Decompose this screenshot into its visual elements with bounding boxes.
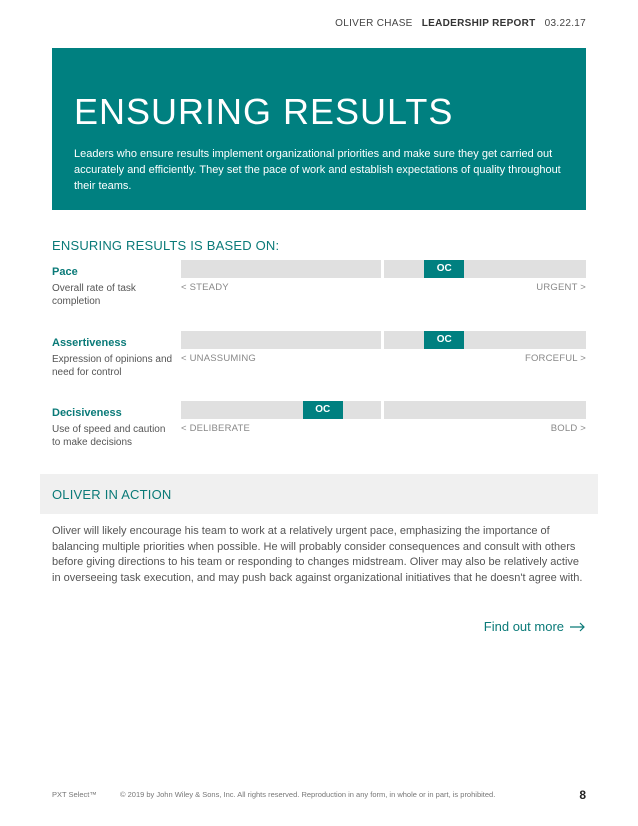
arrow-right-icon bbox=[570, 620, 586, 635]
trait-scale-bar bbox=[181, 260, 586, 278]
scale-segment-low bbox=[181, 260, 381, 278]
in-action-panel bbox=[40, 474, 598, 514]
scale-low-label: < UNASSUMING bbox=[181, 353, 256, 364]
scale-segment-low bbox=[181, 401, 381, 419]
trait-description: Use of speed and caution to make decisions bbox=[52, 424, 166, 448]
trait-marker: OC bbox=[303, 401, 343, 419]
trait-scale-bar bbox=[181, 401, 586, 419]
scale-low-label: < DELIBERATE bbox=[181, 423, 251, 434]
scale-segment-low bbox=[181, 331, 381, 349]
report-date: 03.22.17 bbox=[544, 18, 586, 29]
scale-segment-high bbox=[384, 260, 586, 278]
find-out-more-link[interactable] bbox=[484, 619, 586, 635]
report-title: LEADERSHIP REPORT bbox=[421, 18, 536, 29]
scale-segment-high bbox=[384, 331, 586, 349]
trait-name: Decisiveness bbox=[52, 407, 122, 419]
trait-description: Overall rate of task completion bbox=[52, 283, 136, 307]
report-header bbox=[335, 18, 586, 29]
scale-high-label: BOLD > bbox=[550, 423, 586, 434]
trait-assertiveness bbox=[52, 334, 586, 397]
scale-low-label: < STEADY bbox=[181, 282, 229, 293]
person-name: OLIVER CHASE bbox=[335, 18, 413, 29]
page-number: 8 bbox=[579, 788, 586, 802]
trait-decisiveness bbox=[52, 404, 586, 467]
trait-name: Pace bbox=[52, 266, 78, 278]
page-footer bbox=[52, 788, 586, 802]
based-on-heading: ENSURING RESULTS IS BASED ON: bbox=[52, 238, 280, 253]
hero-banner bbox=[52, 48, 586, 210]
footer-copyright: © 2019 by John Wiley & Sons, Inc. All rights reserved. Reproduction in any form, in whole or in part, is prohibited. bbox=[120, 790, 496, 799]
scale-high-label: URGENT > bbox=[536, 282, 586, 293]
scale-segment-high bbox=[384, 401, 586, 419]
trait-marker: OC bbox=[424, 331, 464, 349]
in-action-text: Oliver will likely encourage his team to work at a relatively urgent pace, emphasizing the importance of balancing multiple priorities when possible. He will probably consider consequences and consult with others before giving directions to his team or responding to changes midstream. Oliver may also be relatively active in overseeing task execution, and may push back against organizational initiatives that he doesn't agree with. bbox=[52, 525, 583, 584]
find-out-more-label: Find out more bbox=[483, 619, 564, 634]
trait-pace bbox=[52, 263, 586, 326]
scale-high-label: FORCEFUL > bbox=[524, 353, 586, 364]
page-title: ENSURING RESULTS bbox=[74, 91, 454, 132]
trait-scale-bar bbox=[181, 331, 586, 349]
trait-description: Expression of opinions and need for control bbox=[52, 354, 173, 378]
in-action-heading: OLIVER IN ACTION bbox=[52, 487, 172, 502]
hero-description: Leaders who ensure results implement organizational priorities and make sure they get carried out accurately and efficiently. They set the pace of work and establish expectations of quality throughout their teams. bbox=[74, 148, 561, 192]
trait-name: Assertiveness bbox=[52, 337, 127, 349]
footer-brand: PXT Select™ bbox=[52, 790, 97, 799]
trait-marker: OC bbox=[424, 260, 464, 278]
